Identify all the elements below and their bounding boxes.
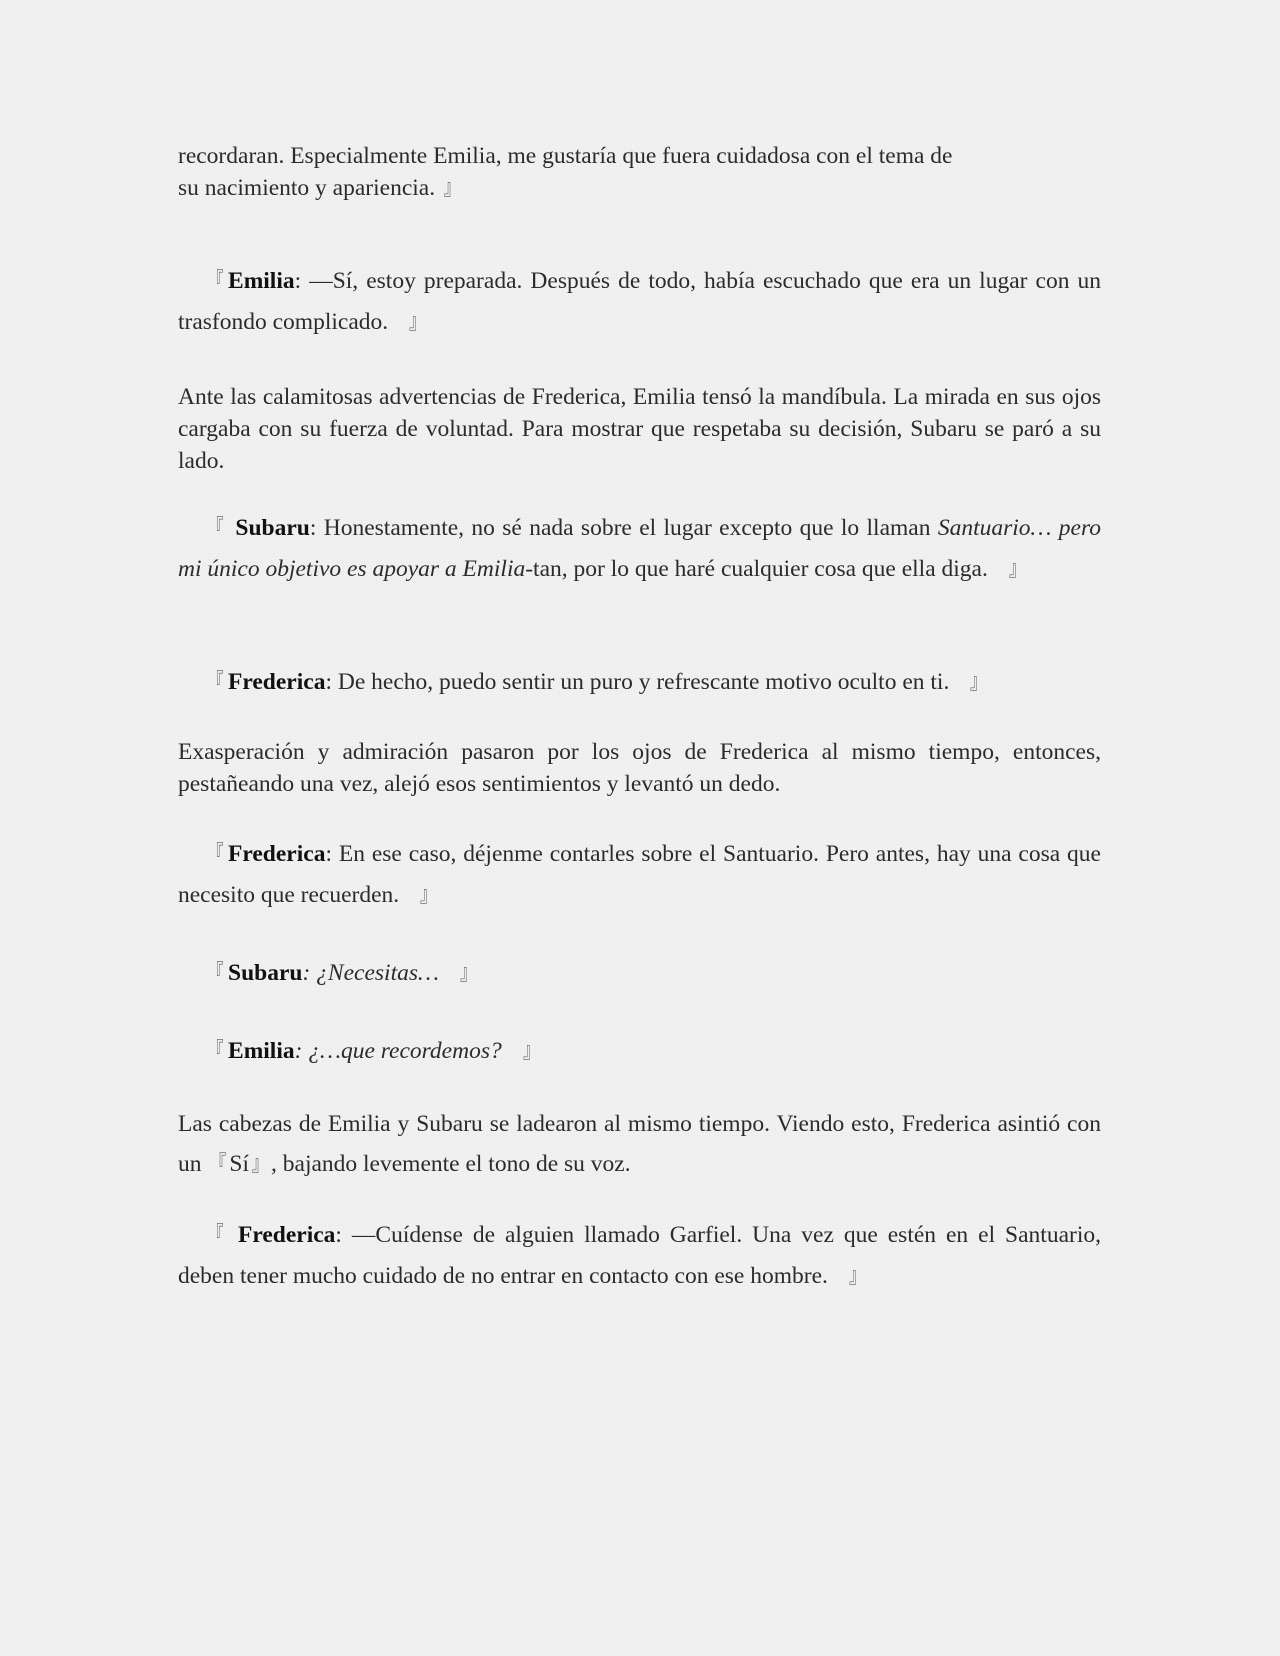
close-quote-mark: 』 (443, 176, 461, 201)
speaker-name: Emilia (228, 1038, 295, 1064)
open-quote-mark: 『 (207, 1223, 224, 1248)
narration-text: Exasperación y admiración pasaron por los ojos de Frederica al mismo tiempo, entonces, pestañeando una vez, alejó esos sentimientos y levantó un dedo. (178, 739, 1101, 797)
dialogue-italic-text: Santuario… pero mi único objetivo es apoyar a Emilia (178, 515, 1102, 582)
open-quote-mark: 『 (207, 1039, 224, 1064)
text-line: recordaran. Especialmente Emilia, me gustaría que fuera cuidadosa con el tema de (178, 143, 953, 169)
dialogue-text: : —Cuídense de alguien llamado Garfiel. Una vez que estén en el Santuario, deben tener mucho cuidado de no entrar en contacto con ese hombre. (178, 1222, 1101, 1289)
speaker-name: Frederica (237, 1222, 336, 1248)
dialogue-text: -tan, por lo que haré cualquier cosa que ella diga. (525, 556, 988, 582)
dialogue-italic-text: : ¿…que recordemos? (294, 1038, 502, 1064)
narration-paragraph (178, 1104, 1101, 1185)
narration-text: Las cabezas de Emilia y Subaru se ladearon al mismo tiempo. Viendo esto, Frederica asintió con un (178, 1111, 1101, 1177)
speaker-name: Emilia (228, 268, 295, 294)
open-quote-mark: 『 (207, 842, 224, 867)
open-quote-mark: 『 (207, 961, 224, 986)
speaker-name: Frederica (228, 669, 326, 695)
close-quote-mark: 』 (848, 1264, 866, 1289)
narration-paragraph (178, 381, 1101, 477)
speaker-name: Subaru (235, 515, 310, 541)
speaker-name: Frederica (228, 841, 326, 867)
close-quote-mark: 』 (522, 1039, 540, 1064)
dialogue-frederica-1 (178, 662, 1101, 703)
text-line (178, 172, 1101, 205)
dialogue-emilia-1 (178, 261, 1101, 343)
narration-paragraph (178, 736, 1101, 800)
dialogue-text: : En ese caso, déjenme contarles sobre el Santuario. Pero antes, hay una cosa que necesito que recuerden. (178, 841, 1101, 908)
dialogue-frederica-3 (178, 1215, 1101, 1297)
close-quote-mark: 』 (970, 670, 987, 695)
open-quote-mark: 『 (210, 1152, 227, 1177)
dialogue-text: : —Sí, estoy preparada. Después de todo, había escuchado que era un lugar con un trasfondo complicado. (178, 268, 1101, 335)
close-quote-mark: 』 (459, 961, 477, 986)
open-quote-mark: 『 (207, 670, 224, 695)
dialogue-italic-text: : ¿Necesitas… (302, 960, 439, 986)
narration-text: Ante las calamitosas advertencias de Frederica, Emilia tensó la mandíbula. La mirada en sus ojos cargaba con su fuerza de voluntad. Para mostrar que respetaba su decisión, Subaru se paró a su lado. (178, 384, 1101, 474)
close-quote-mark: 』 (251, 1152, 269, 1177)
paragraph-continuation (178, 140, 1101, 205)
dialogue-emilia-2 (178, 1035, 1101, 1068)
dialogue-subaru-1 (178, 508, 1101, 590)
quoted-word: Sí (229, 1151, 249, 1177)
open-quote-mark: 『 (207, 269, 224, 294)
close-quote-mark: 』 (1008, 557, 1026, 582)
text-span: su nacimiento y apariencia. (178, 175, 436, 201)
dialogue-frederica-2 (178, 834, 1101, 916)
dialogue-text: : Honestamente, no sé nada sobre el lugar excepto que lo llaman (309, 515, 938, 541)
dialogue-text: : De hecho, puedo sentir un puro y refrescante motivo oculto en ti. (325, 669, 950, 695)
open-quote-mark: 『 (207, 516, 224, 541)
dialogue-subaru-2 (178, 957, 1101, 990)
close-quote-mark: 』 (420, 883, 437, 908)
speaker-name: Subaru (228, 960, 303, 986)
narration-text: , bajando levemente el tono de su voz. (271, 1151, 631, 1177)
close-quote-mark: 』 (409, 310, 426, 335)
